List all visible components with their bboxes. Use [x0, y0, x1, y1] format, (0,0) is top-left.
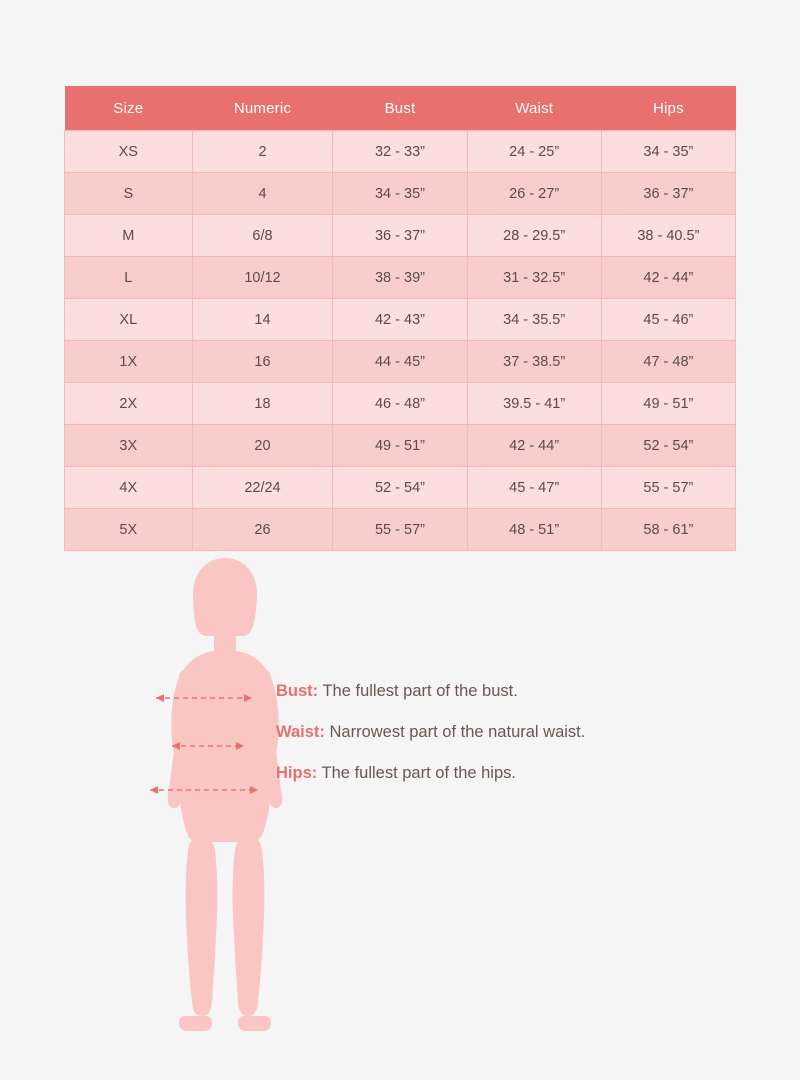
- legend-term-bust: Bust:: [276, 682, 319, 700]
- column-header-waist: Waist: [467, 86, 601, 131]
- column-header-hips: Hips: [601, 86, 735, 131]
- cell-numeric: 18: [192, 383, 333, 425]
- size-chart-head: [65, 86, 736, 131]
- measurement-guide: [64, 540, 736, 1060]
- cell-size: 5X: [65, 509, 193, 551]
- column-header-numeric: Numeric: [192, 86, 333, 131]
- cell-hips: 49 - 51”: [601, 383, 735, 425]
- cell-bust: 44 - 45”: [333, 341, 467, 383]
- cell-numeric: 2: [192, 131, 333, 173]
- size-chart-body: [65, 131, 736, 551]
- cell-bust: 55 - 57”: [333, 509, 467, 551]
- cell-numeric: 4: [192, 173, 333, 215]
- cell-size: 2X: [65, 383, 193, 425]
- cell-numeric: 22/24: [192, 467, 333, 509]
- legend-term-waist: Waist:: [276, 723, 325, 741]
- column-header-size: Size: [65, 86, 193, 131]
- cell-numeric: 20: [192, 425, 333, 467]
- cell-hips: 38 - 40.5”: [601, 215, 735, 257]
- cell-bust: 46 - 48”: [333, 383, 467, 425]
- cell-waist: 45 - 47”: [467, 467, 601, 509]
- cell-bust: 49 - 51”: [333, 425, 467, 467]
- column-header-bust: Bust: [333, 86, 467, 131]
- legend-description-hips: The fullest part of the hips.: [321, 764, 516, 782]
- table-row: [65, 131, 736, 173]
- cell-waist: 34 - 35.5”: [467, 299, 601, 341]
- table-row: [65, 257, 736, 299]
- cell-size: 1X: [65, 341, 193, 383]
- cell-hips: 34 - 35”: [601, 131, 735, 173]
- cell-size: XL: [65, 299, 193, 341]
- cell-bust: 38 - 39”: [333, 257, 467, 299]
- table-row: [65, 383, 736, 425]
- cell-waist: 26 - 27”: [467, 173, 601, 215]
- legend-item-bust: [276, 682, 726, 701]
- size-chart-table: [64, 86, 736, 551]
- cell-waist: 28 - 29.5”: [467, 215, 601, 257]
- table-row: [65, 425, 736, 467]
- cell-hips: 36 - 37”: [601, 173, 735, 215]
- cell-waist: 39.5 - 41”: [467, 383, 601, 425]
- cell-waist: 48 - 51”: [467, 509, 601, 551]
- cell-size: 4X: [65, 467, 193, 509]
- cell-hips: 58 - 61”: [601, 509, 735, 551]
- cell-waist: 24 - 25”: [467, 131, 601, 173]
- cell-numeric: 16: [192, 341, 333, 383]
- cell-numeric: 26: [192, 509, 333, 551]
- legend-term-hips: Hips:: [276, 764, 318, 782]
- cell-bust: 36 - 37”: [333, 215, 467, 257]
- legend-description-waist: Narrowest part of the natural waist.: [329, 723, 586, 741]
- cell-bust: 52 - 54”: [333, 467, 467, 509]
- cell-numeric: 14: [192, 299, 333, 341]
- table-row: [65, 467, 736, 509]
- cell-hips: 52 - 54”: [601, 425, 735, 467]
- cell-bust: 34 - 35”: [333, 173, 467, 215]
- table-row: [65, 341, 736, 383]
- size-chart-container: [64, 86, 736, 551]
- legend-description-bust: The fullest part of the bust.: [322, 682, 518, 700]
- cell-hips: 42 - 44”: [601, 257, 735, 299]
- cell-size: M: [65, 215, 193, 257]
- cell-size: L: [65, 257, 193, 299]
- hips-arrow-left-head: [150, 786, 158, 794]
- cell-hips: 45 - 46”: [601, 299, 735, 341]
- cell-size: S: [65, 173, 193, 215]
- legend-item-waist: [276, 723, 726, 742]
- cell-waist: 31 - 32.5”: [467, 257, 601, 299]
- bust-arrow-left-head: [156, 694, 164, 702]
- legend-list: [276, 682, 726, 805]
- table-row: [65, 173, 736, 215]
- cell-bust: 42 - 43”: [333, 299, 467, 341]
- hips-arrow-right-head: [250, 786, 258, 794]
- table-header-row: [65, 86, 736, 131]
- cell-numeric: 6/8: [192, 215, 333, 257]
- cell-waist: 37 - 38.5”: [467, 341, 601, 383]
- cell-waist: 42 - 44”: [467, 425, 601, 467]
- cell-hips: 47 - 48”: [601, 341, 735, 383]
- cell-bust: 32 - 33”: [333, 131, 467, 173]
- cell-size: 3X: [65, 425, 193, 467]
- cell-size: XS: [65, 131, 193, 173]
- cell-hips: 55 - 57”: [601, 467, 735, 509]
- table-row: [65, 215, 736, 257]
- waist-arrow-left-head: [172, 742, 180, 750]
- table-row: [65, 299, 736, 341]
- bust-arrow-right-head: [244, 694, 252, 702]
- legend-item-hips: [276, 764, 726, 783]
- waist-arrow-right-head: [236, 742, 244, 750]
- cell-numeric: 10/12: [192, 257, 333, 299]
